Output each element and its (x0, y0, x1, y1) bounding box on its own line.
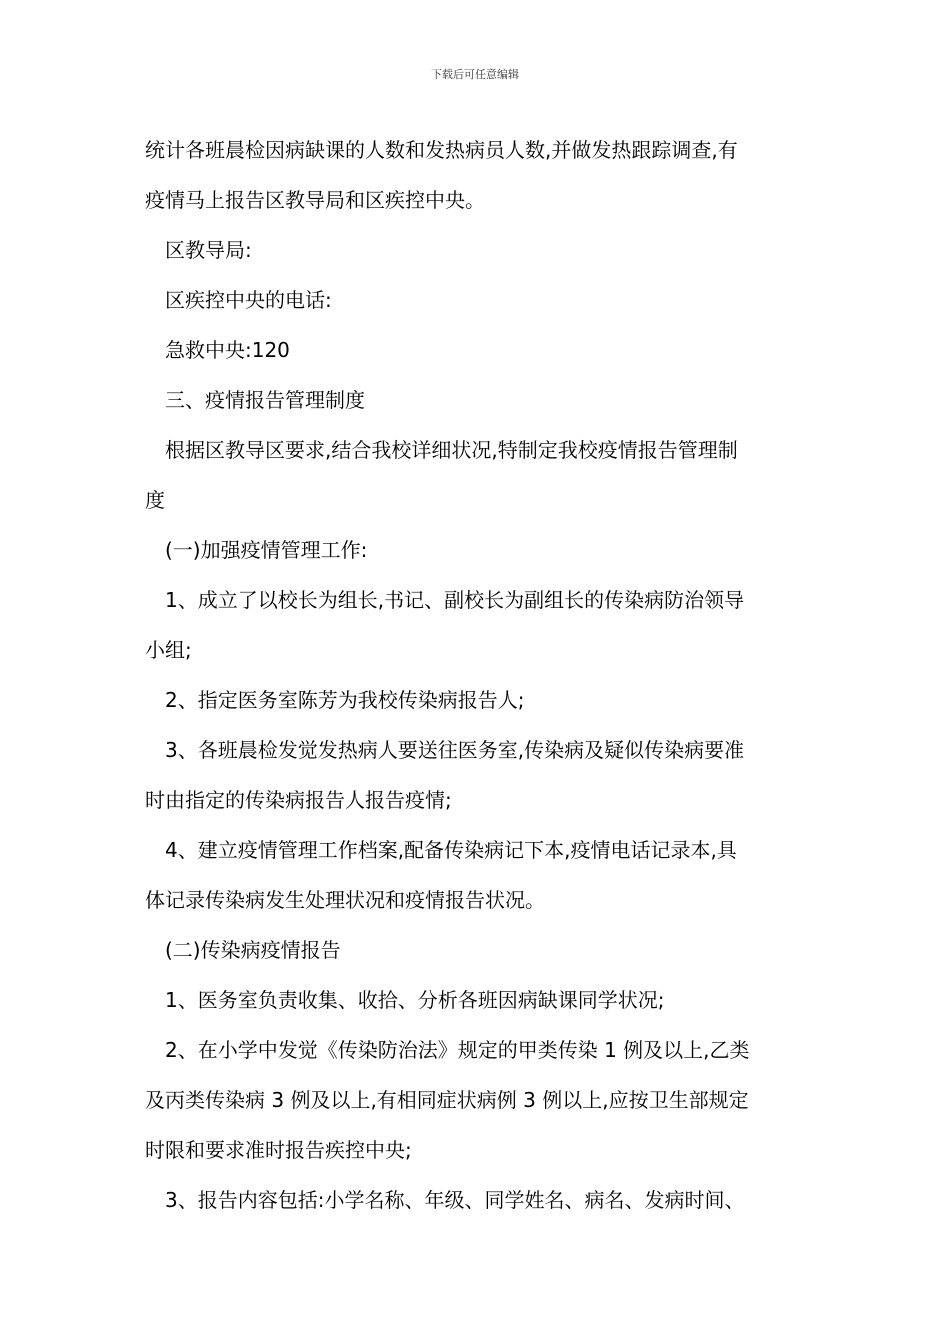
text-line: 区教导局: (165, 238, 252, 262)
text-line: 根据区教导区要求,结合我校详细状况,特制定我校疫情报告管理制 (165, 438, 738, 462)
text-line: 体记录传染病发生处理状况和疫情报告状况。 (145, 888, 545, 912)
list-item: 1、成立了以校长为组长,书记、副校长为副组长的传染病防治领导 (165, 588, 745, 612)
page-header: 下载后可任意编辑 (431, 68, 519, 81)
list-item: 3、报告内容包括:小学名称、年级、同学姓名、病名、发病时间、 (165, 1188, 745, 1212)
text-line: 统计各班晨检因病缺课的人数和发热病员人数,并做发热跟踪调查,有 (145, 138, 738, 162)
text-line: 时由指定的传染病报告人报告疫情; (145, 788, 452, 812)
text-line: 急救中央:120 (165, 338, 290, 362)
text-line: 度 (145, 488, 165, 512)
text-line: 时限和要求准时报告疾控中央; (145, 1138, 412, 1162)
section-heading: 三、疫情报告管理制度 (165, 388, 365, 412)
subsection-heading: (一)加强疫情管理工作: (165, 538, 368, 562)
list-item: 2、在小学中发觉《传染防治法》规定的甲类传染 1 例及以上,乙类 (165, 1038, 750, 1062)
subsection-heading: (二)传染病疫情报告 (165, 938, 341, 962)
text-line: 小组; (145, 638, 192, 662)
text-line: 及丙类传染病 3 例及以上,有相同症状病例 3 例以上,应按卫生部规定 (145, 1088, 749, 1112)
list-item: 3、各班晨检发觉发热病人要送往医务室,传染病及疑似传染病要准 (165, 738, 745, 762)
list-item: 2、指定医务室陈芳为我校传染病报告人; (165, 688, 525, 712)
text-line: 疫情马上报告区教导局和区疾控中央。 (145, 188, 485, 212)
list-item: 1、医务室负责收集、收拾、分析各班因病缺课同学状况; (165, 988, 665, 1012)
list-item: 4、建立疫情管理工作档案,配备传染病记下本,疫情电话记录本,具 (165, 838, 737, 862)
text-line: 区疾控中央的电话: (165, 288, 332, 312)
